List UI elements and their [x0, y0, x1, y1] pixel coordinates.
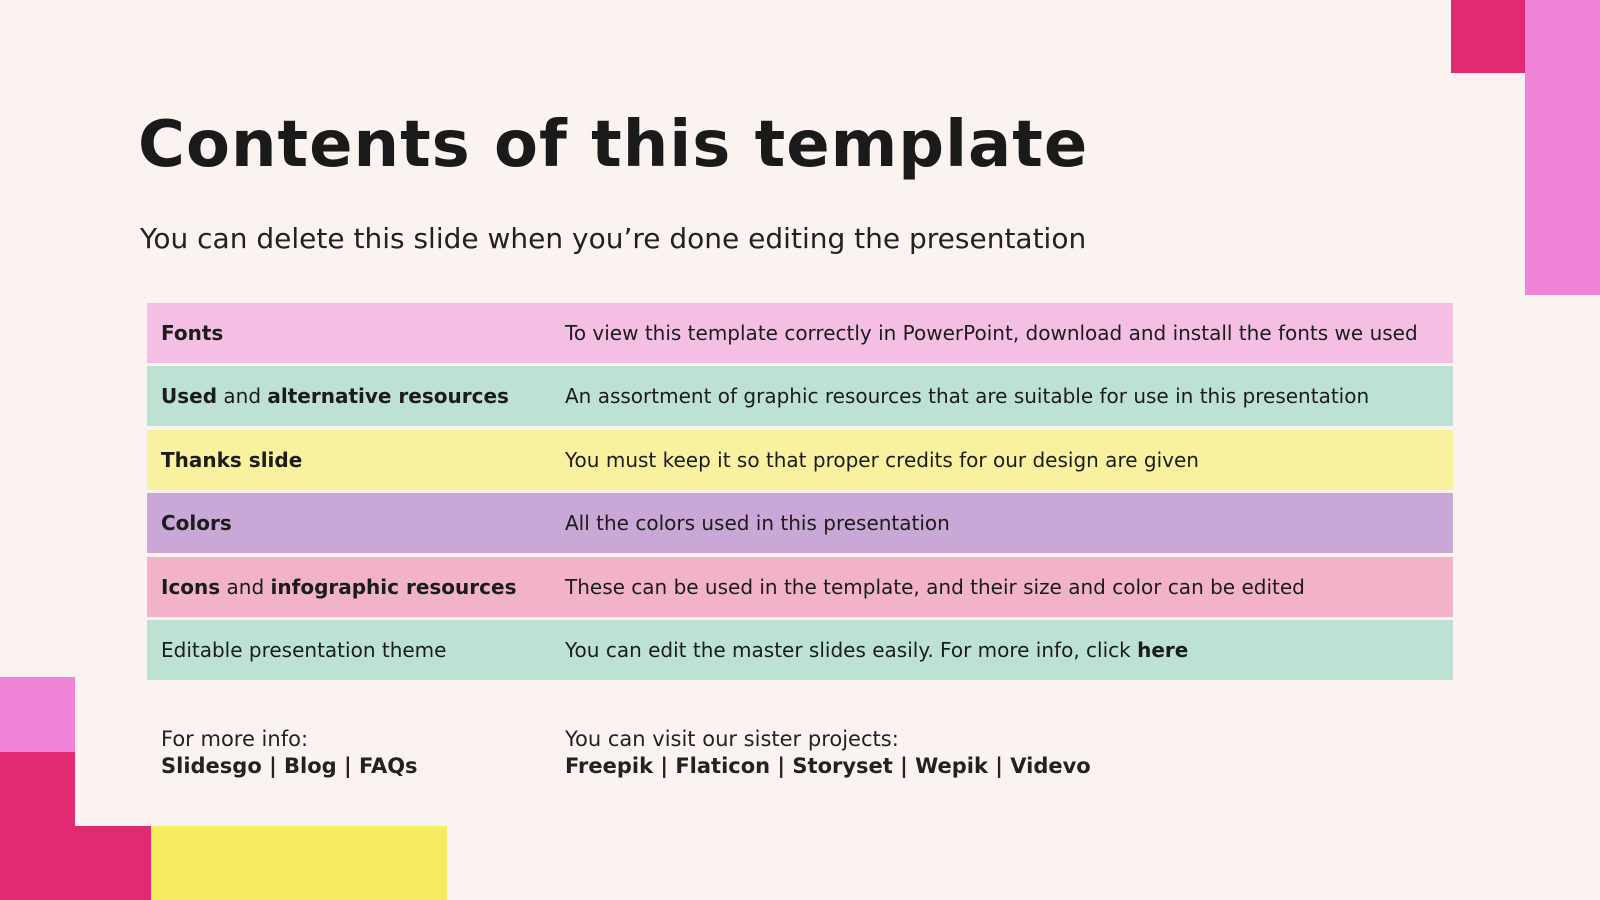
- row-description: To view this template correctly in PowerPoint, download and install the fonts we used: [565, 321, 1418, 345]
- table-row-theme: [147, 620, 1453, 680]
- row-name: [161, 303, 223, 363]
- row-name: [161, 557, 516, 617]
- bottom-magenta-block: [75, 826, 151, 900]
- page-title: Contents of this template: [138, 108, 1089, 182]
- table-row-colors: [147, 493, 1453, 553]
- bottom-yellow-block: [151, 826, 447, 900]
- row-description: You must keep it so that proper credits for our design are given: [565, 447, 1199, 472]
- row-name-text: Editable presentation theme: [161, 637, 447, 662]
- row-description: [565, 620, 1188, 680]
- row-name-bold: infographic resources: [270, 574, 517, 599]
- row-name-bold: Used: [161, 384, 218, 409]
- footer-sister-links[interactable]: Freepik | Flaticon | Storyset | Wepik | Videvo: [565, 754, 1091, 778]
- row-name-bold: Icons: [161, 574, 221, 599]
- row-name-bold: Fonts: [161, 321, 224, 345]
- table-row-icons: [147, 557, 1453, 617]
- contents-table: [147, 303, 1453, 683]
- bottom-left-pink-block: [0, 677, 75, 752]
- row-name: [161, 620, 446, 680]
- table-row-thanks: [147, 430, 1453, 490]
- row-name: [161, 366, 509, 426]
- row-description: All the colors used in this presentation: [565, 511, 950, 536]
- row-description-text: You can edit the master slides easily. For more info, click: [565, 637, 1138, 662]
- here-link[interactable]: here: [1137, 637, 1189, 662]
- footer-sister-projects-label: You can visit our sister projects:: [565, 727, 899, 751]
- row-name: [161, 493, 232, 553]
- row-name-bold: Thanks slide: [161, 447, 303, 472]
- row-description: An assortment of graphic resources that are suitable for use in this presentation: [565, 384, 1370, 409]
- page-subtitle: You can delete this slide when you’re done editing the presentation: [140, 222, 1087, 255]
- footer-more-info: [161, 726, 418, 780]
- row-name-bold: alternative resources: [267, 384, 509, 409]
- footer-sister-projects: [565, 726, 1091, 780]
- row-name-connector: and: [220, 574, 271, 599]
- row-name-bold: Colors: [161, 511, 232, 536]
- top-right-pink-block: [1525, 0, 1600, 295]
- footer-info-links[interactable]: Slidesgo | Blog | FAQs: [161, 754, 418, 778]
- row-name: [161, 430, 302, 490]
- table-row-resources: [147, 366, 1453, 426]
- table-row-fonts: [147, 303, 1453, 363]
- top-right-magenta-block: [1451, 0, 1525, 73]
- bottom-left-magenta-block: [0, 752, 75, 900]
- row-description: These can be used in the template, and their size and color can be edited: [565, 574, 1305, 599]
- row-name-connector: and: [217, 384, 268, 409]
- footer-more-info-label: For more info:: [161, 727, 309, 751]
